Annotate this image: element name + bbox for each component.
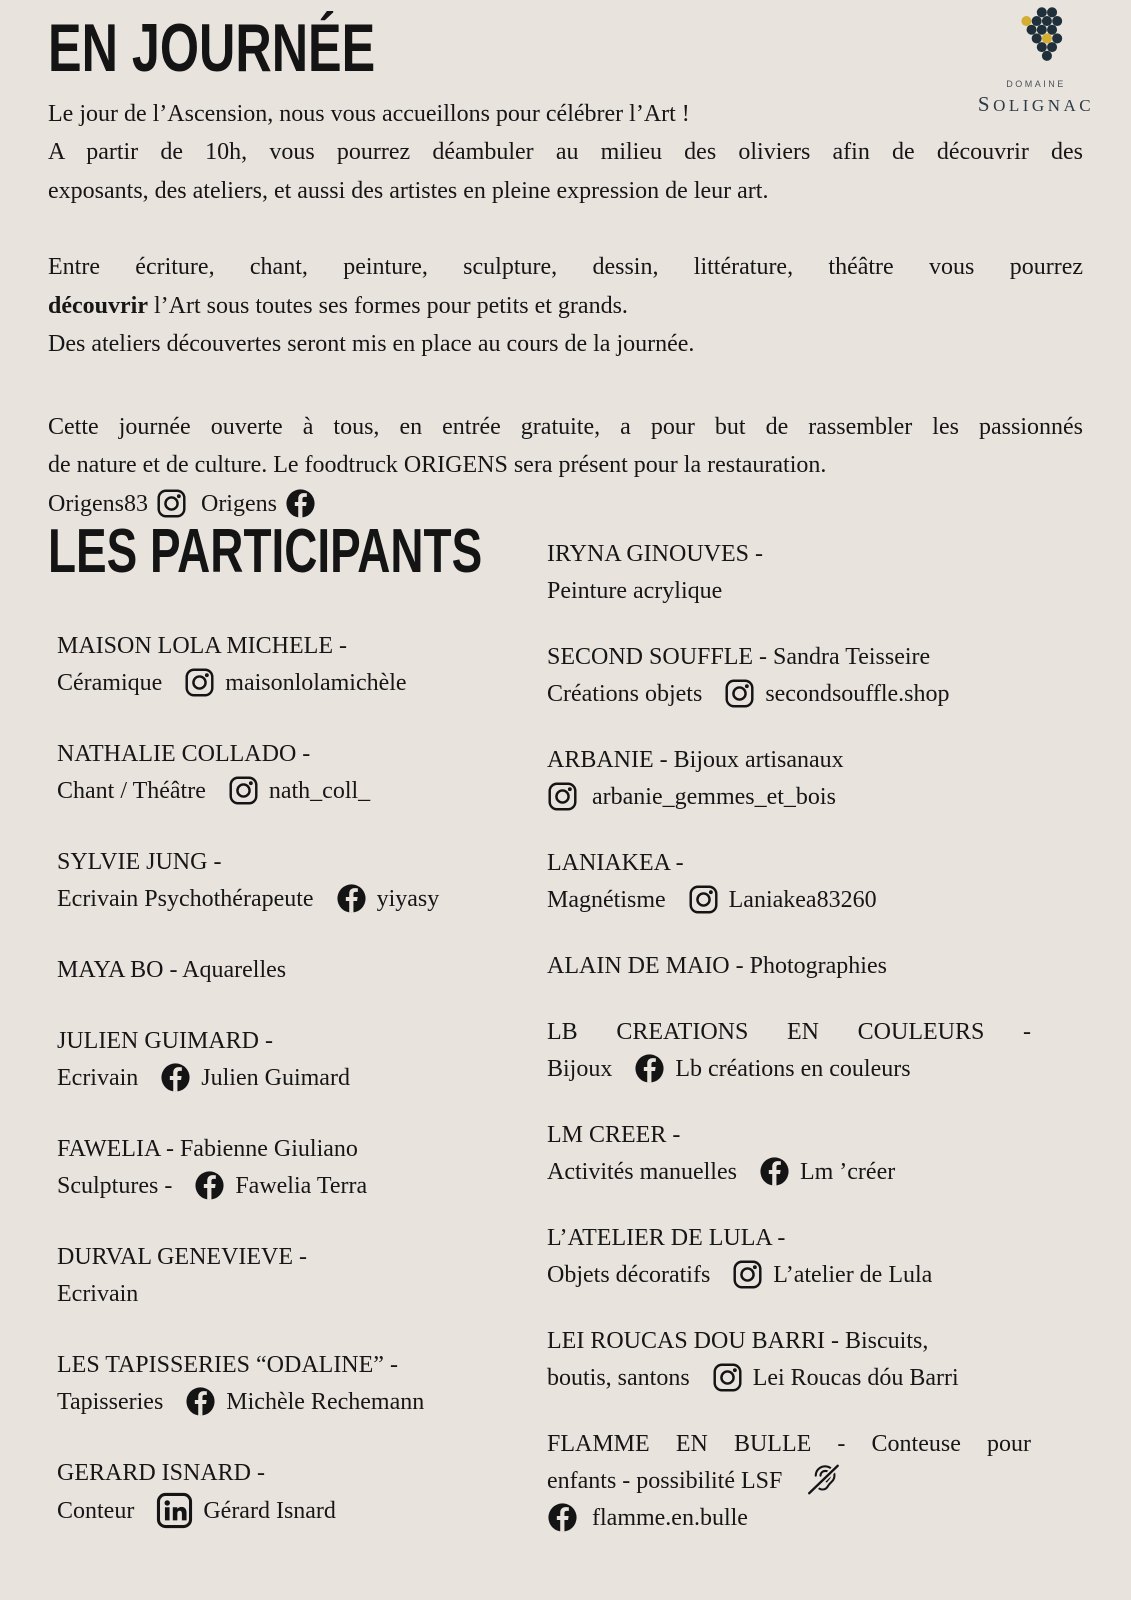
participant-text: ALAIN DE MAIO - Photographies [547,953,887,980]
participant-item [57,1023,547,1097]
participant-text: MAYA BO - Aquarelles [57,956,287,983]
participant-text: Objets décoratifs [547,1262,711,1289]
participant-name [547,1014,1031,1051]
participant-item [57,1347,547,1421]
participant-item [547,948,1031,985]
participant-item [547,1117,1031,1191]
participant-text: LM CREER - [547,1122,681,1149]
participant-text: arbanie_gemmes_et_bois [592,784,836,811]
participant-name [57,844,547,881]
participant-name [547,1323,1031,1360]
participant-text: LB CREATIONS EN COULEURS - [547,1019,1031,1046]
participant-text: Julien Guimard [201,1064,350,1091]
instagram-handle: Origens83 [48,490,148,517]
participant-item [547,1323,1031,1397]
logo-domaine-text: DOMAINE [1006,79,1066,89]
facebook-icon [547,1502,578,1533]
participant-text: Fawelia Terra [235,1172,368,1199]
participant-text: Magnétisme [547,887,666,914]
participant-text: FAWELIA - Fabienne Giuliano [57,1135,358,1162]
participant-item [547,1014,1031,1088]
intro-paragraph-1 [48,95,1083,211]
participant-text: Créations objets [547,681,703,708]
linkedin-icon [156,1492,193,1529]
participants-heading: LES PARTICIPANTS [48,517,483,587]
participant-text: Ecrivain [57,1280,139,1307]
participant-text: JULIEN GUIMARD - [57,1027,273,1054]
instagram-icon [688,884,719,915]
participant-text: Conteur [57,1497,135,1524]
participant-text: Ecrivain [57,1064,139,1091]
participant-text: SYLVIE JUNG - [57,848,222,875]
participant-name [57,1347,547,1384]
intro-text [48,95,1083,524]
participant-text: FLAMME EN BULLE - Conteuse pour [547,1431,1031,1458]
participant-text: GERARD ISNARD - [57,1459,266,1486]
participant-text: Lei Roucas dóu Barri [752,1365,959,1392]
participant-item [547,845,1031,919]
participant-text: Chant / Théâtre [57,777,206,804]
participant-text: nath_coll_ [268,777,371,804]
participant-details [57,773,547,810]
page-title: EN JOURNÉE [48,10,376,86]
participant-text: Céramique [57,669,163,696]
participant-details [547,1360,1031,1397]
instagram-icon [547,781,578,812]
participant-name [547,1220,1031,1257]
participant-text: L’ATELIER DE LULA - [547,1225,786,1252]
participant-details [547,1154,1031,1191]
participant-text: Lb créations en couleurs [675,1056,911,1083]
participant-text: boutis, santons [547,1365,690,1392]
participant-name [547,845,1031,882]
instagram-icon [228,775,259,806]
participant-item [57,952,547,989]
intro-line: découvrir l’Art sous toutes ses formes pour petits et grands. [48,292,628,319]
participant-name [547,948,1031,985]
participant-item [547,639,1031,713]
participant-name [547,1117,1031,1154]
instagram-icon [712,1362,743,1393]
facebook-icon [759,1156,790,1187]
lsf-deaf-icon [804,1463,844,1496]
participant-text: secondsouffle.shop [765,681,950,708]
participant-text: Michèle Rechemann [226,1388,425,1415]
participant-text: Bijoux [547,1056,613,1083]
instagram-icon [156,488,187,519]
participant-details [547,573,1031,610]
participant-details [57,1060,547,1097]
facebook-icon [285,488,316,519]
participant-details [547,779,1031,816]
participants-column-left [48,517,547,1566]
participant-details [547,1051,1031,1088]
participant-text: Ecrivain Psychothérapeute [57,885,314,912]
participant-text: Laniakea83260 [728,887,877,914]
bold-word: découvrir [48,292,148,319]
participant-name [547,742,1031,779]
participant-text: LES TAPISSERIES “ODALINE” - [57,1351,398,1378]
participant-name [57,1455,547,1492]
participant-details [57,1492,547,1530]
domaine-solignac-logo [971,6,1101,117]
participant-name [57,1131,547,1168]
intro-paragraph-2 [48,248,1083,364]
participant-item [57,736,547,810]
participant-name [57,952,547,989]
participant-item [57,628,547,702]
instagram-icon [724,678,755,709]
spacer [48,210,1083,248]
facebook-icon [634,1053,665,1084]
participant-text: Tapisseries [57,1388,164,1415]
participant-text: SECOND SOUFFLE - Sandra Teisseire [547,644,931,671]
participant-text: LEI ROUCAS DOU BARRI - Biscuits, [547,1328,929,1355]
participant-name [57,1239,547,1276]
participant-item [547,742,1031,816]
intro-line: Entre écriture, chant, peinture, sculpture, dessin, littérature, théâtre vous pourrez [48,254,1083,281]
participant-details [547,882,1031,919]
participant-name [547,1426,1031,1463]
participant-text: Sculptures - [57,1172,173,1199]
participant-details [57,1384,547,1421]
participant-item [547,536,1031,610]
participant-text: Lm ’créer [799,1159,896,1186]
participant-details [57,1276,547,1313]
participant-text: flamme.en.bulle [592,1505,748,1532]
participant-text: enfants - possibilité LSF [547,1468,783,1495]
logo-name-text: SOLIGNAC [977,92,1095,116]
participant-item [547,1426,1031,1537]
participant-name [57,736,547,773]
participant-text: Gérard Isnard [203,1497,336,1524]
participants-column-right [547,523,1083,1566]
participant-text: NATHALIE COLLADO - [57,740,311,767]
participant-details [547,1500,1031,1537]
participant-name [547,536,1031,573]
participant-name [57,1023,547,1060]
participant-text: ARBANIE - Bijoux artisanaux [547,747,844,774]
participant-text: maisonlolamichèle [225,669,407,696]
participant-text: L’atelier de Lula [773,1262,933,1289]
participant-text: Peinture acrylique [547,578,723,605]
instagram-icon [732,1259,763,1290]
intro-line: A partir de 10h, vous pourrez déambuler au milieu des oliviers afin de découvrir des [48,139,1083,166]
intro-line: exposants, des ateliers, et aussi des artistes en pleine expression de leur art. [48,177,769,204]
participant-details [57,665,547,702]
spacer [48,364,1083,408]
participant-item [57,844,547,918]
participant-details [57,1168,547,1205]
participant-text: DURVAL GENEVIEVE - [57,1243,308,1270]
participant-text: yiyasy [376,885,440,912]
facebook-icon [160,1062,191,1093]
participants-section [48,517,1083,1566]
facebook-icon [185,1386,216,1417]
facebook-icon [336,883,367,914]
participant-text: MAISON LOLA MICHELE - [57,632,347,659]
facebook-handle: Origens [200,490,277,517]
intro-line: Cette journée ouverte à tous, en entrée gratuite, a pour but de rassembler les passionnés [48,413,1083,440]
intro-line: de nature et de culture. Le foodtruck ORIGENS sera présent pour la restauration. [48,452,827,479]
participant-text: Activités manuelles [547,1159,737,1186]
participant-text: LANIAKEA - [547,850,684,877]
facebook-icon [194,1170,225,1201]
participant-name [57,628,547,665]
participant-details [547,1463,1031,1500]
participant-details [57,881,547,918]
intro-line: Le jour de l’Ascension, nous vous accueillons pour célébrer l’Art ! [48,100,690,127]
instagram-icon [184,667,215,698]
participant-item [547,1220,1031,1294]
grape-cluster-icon [1007,6,1065,66]
intro-line: Des ateliers découvertes seront mis en place au cours de la journée. [48,331,695,358]
participant-name [547,639,1031,676]
participant-details [547,676,1031,713]
intro-paragraph-3 [48,408,1083,524]
participant-details [547,1257,1031,1294]
participant-item [57,1131,547,1205]
participant-item [57,1455,547,1530]
participant-item [57,1239,547,1313]
participant-text: IRYNA GINOUVES - [547,541,763,568]
